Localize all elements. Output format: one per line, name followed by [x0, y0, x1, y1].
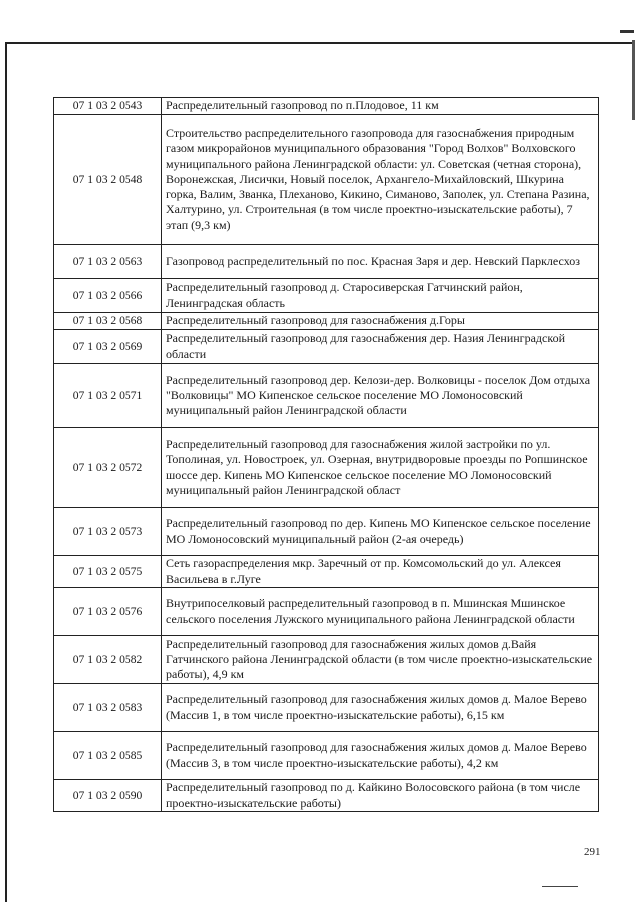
row-code: 07 1 03 2 0572 — [54, 428, 162, 508]
row-code: 07 1 03 2 0573 — [54, 508, 162, 556]
row-description: Внутрипоселковый распределительный газопровод в п. Мшинская Мшинское сельского поселения Лужского муниципального района Ленинградской области — [162, 588, 599, 636]
row-code: 07 1 03 2 0548 — [54, 115, 162, 245]
row-description: Распределительный газопровод для газоснабжения жилых домов д. Малое Верево (Массив 1, в том числе проектно-изыскательские работы), 6,15 км — [162, 684, 599, 732]
row-description: Распределительный газопровод по д. Кайкино Волосовского района (в том числе проектно-изыскательские работы) — [162, 780, 599, 812]
row-code: 07 1 03 2 0543 — [54, 98, 162, 115]
table-row — [54, 684, 599, 732]
row-description: Распределительный газопровод для газоснабжения жилой застройки по ул. Тополиная, ул. Новостроек, ул. Озерная, внутридворовые проезды по Ропшинское шоссе дер. Кипень МО Кипенское сельское поселение МО Ломоносовский муниципальный район Ленинградской област — [162, 428, 599, 508]
scan-border-left — [5, 42, 7, 902]
row-code: 07 1 03 2 0569 — [54, 330, 162, 364]
row-description: Распределительный газопровод для газоснабжения жилых домов д. Малое Верево (Массив 3, в том числе проектно-изыскательские работы), 4,2 км — [162, 732, 599, 780]
table-row — [54, 98, 599, 115]
row-code: 07 1 03 2 0585 — [54, 732, 162, 780]
row-code: 07 1 03 2 0563 — [54, 245, 162, 279]
row-description: Распределительный газопровод для газоснабжения жилых домов д.Вайя Гатчинского района Ленинградской области (в том числе проектно-изыскательские работы), 4,9 км — [162, 636, 599, 684]
program-table — [53, 97, 599, 812]
row-description: Газопровод распределительный по пос. Красная Заря и дер. Невский Парклесхоз — [162, 245, 599, 279]
row-code: 07 1 03 2 0582 — [54, 636, 162, 684]
row-code: 07 1 03 2 0590 — [54, 780, 162, 812]
table-row — [54, 556, 599, 588]
table-row — [54, 313, 599, 330]
table-row — [54, 508, 599, 556]
row-description: Распределительный газопровод по дер. Кипень МО Кипенское сельское поселение МО Ломоносовский муниципальный район (2-ая очередь) — [162, 508, 599, 556]
row-code: 07 1 03 2 0568 — [54, 313, 162, 330]
row-code: 07 1 03 2 0566 — [54, 279, 162, 313]
row-description: Распределительный газопровод для газоснабжения дер. Назия Ленинградской области — [162, 330, 599, 364]
scan-mark — [542, 886, 578, 887]
row-code: 07 1 03 2 0576 — [54, 588, 162, 636]
table-row — [54, 330, 599, 364]
row-description: Строительство распределительного газопровода для газоснабжения природным газом микрорайонов муниципального образования "Город Волхов" Волховского муниципального района Ленинградской области: ул. Советская (четная сторона), Воронежская, Лисички, Новый поселок, Архангело-Михайловский, Шкурина горка, Валим, Званка, Плеханово, Кикино, Симаново, Заполек, ул. Степана Разина, Халтурино, ул. Строительная (в том числе проектно-изыскательские работы), 7 этап (9,3 км) — [162, 115, 599, 245]
row-description: Распределительный газопровод дер. Келози-дер. Волковицы - поселок Дом отдыха "Волковицы" МО Кипенское сельское поселение МО Ломоносовский муниципальный район Ленинградской области — [162, 364, 599, 428]
table-row — [54, 115, 599, 245]
table-row — [54, 732, 599, 780]
scan-border-top — [5, 42, 635, 44]
row-description: Распределительный газопровод для газоснабжения д.Горы — [162, 313, 599, 330]
table-row — [54, 636, 599, 684]
table-row — [54, 780, 599, 812]
scan-mark — [620, 30, 634, 33]
page-number: 291 — [584, 846, 601, 858]
row-code: 07 1 03 2 0583 — [54, 684, 162, 732]
row-code: 07 1 03 2 0575 — [54, 556, 162, 588]
row-description: Сеть газораспределения мкр. Заречный от пр. Комсомольский до ул. Алексея Васильева в г.Луге — [162, 556, 599, 588]
table-row — [54, 588, 599, 636]
row-description: Распределительный газопровод д. Старосиверская Гатчинский район, Ленинградская область — [162, 279, 599, 313]
row-description: Распределительный газопровод по п.Плодовое, 11 км — [162, 98, 599, 115]
row-code: 07 1 03 2 0571 — [54, 364, 162, 428]
table-row — [54, 428, 599, 508]
table-row — [54, 364, 599, 428]
table-row — [54, 245, 599, 279]
table-row — [54, 279, 599, 313]
scan-mark — [632, 40, 635, 120]
